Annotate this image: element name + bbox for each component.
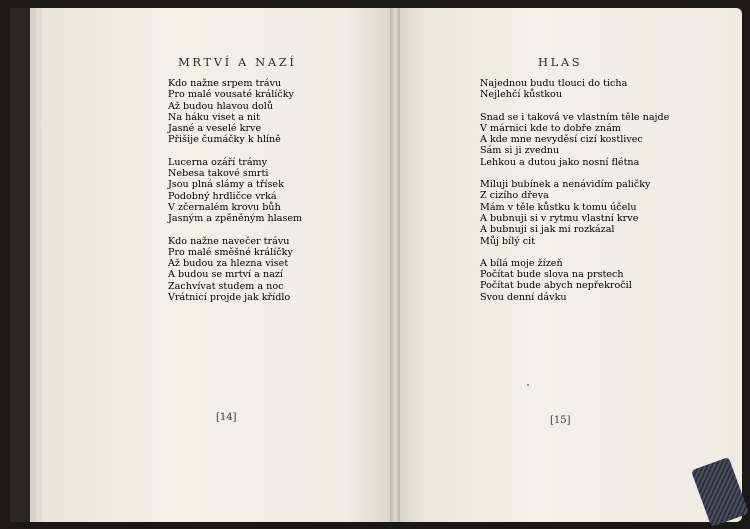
poem-line: Až budou za hlezna viset bbox=[168, 258, 289, 270]
poem-line: Na háku viset a nit bbox=[168, 111, 260, 123]
left-poem-body bbox=[168, 78, 302, 314]
poem-line: Najednou budu tlouci do ticha bbox=[480, 78, 628, 89]
poem-line: Nebesa takové smrti bbox=[168, 168, 269, 180]
poem-line: Jasným a zpěněným hlasem bbox=[168, 213, 303, 225]
left-poem-title: MRTVÍ A NAZÍ bbox=[178, 55, 297, 69]
right-poem-body bbox=[480, 78, 669, 314]
stanza bbox=[480, 179, 669, 247]
stanza bbox=[480, 78, 669, 101]
poem-line: Zachvívat studem a noc bbox=[168, 280, 284, 292]
stanza bbox=[168, 236, 302, 304]
poem-line: Pro malé směšné králíčky bbox=[168, 246, 293, 258]
poem-line: Lucerna ozáří trámy bbox=[168, 156, 268, 168]
page-speck bbox=[527, 384, 529, 386]
poem-line: Jasné a veselé krve bbox=[168, 123, 262, 135]
poem-line: Až budou hlavou dolů bbox=[168, 100, 274, 112]
right-page-number: [15] bbox=[550, 415, 571, 426]
poem-line: A bubnuji si jak mi rozkázal bbox=[480, 224, 615, 236]
stanza bbox=[480, 112, 669, 168]
poem-line: Mám v těle kůstku k tomu účelu bbox=[480, 201, 637, 213]
book-gutter bbox=[390, 8, 400, 522]
poem-line: Kdo nažne navečer trávu bbox=[168, 235, 290, 247]
poem-line: Pro malé vousaté králíčky bbox=[168, 89, 294, 101]
stanza bbox=[168, 157, 302, 225]
poem-line: V márnici kde to dobře znám bbox=[480, 122, 621, 134]
poem-line: A kde mne nevyděsí cizí kostlivec bbox=[480, 134, 643, 146]
poem-line: Nejlehčí kůstkou bbox=[480, 89, 563, 101]
left-page-number: [14] bbox=[216, 412, 237, 423]
poem-line: Sám si ji zvednu bbox=[480, 145, 560, 157]
stanza bbox=[168, 78, 302, 146]
poem-line: V zčernalém krovu bůh bbox=[168, 201, 281, 213]
poem-line: Snad se i taková ve vlastním těle najde bbox=[480, 111, 670, 123]
poem-line: A budou se mrtví a nazí bbox=[168, 269, 283, 281]
right-poem-title: HLAS bbox=[538, 55, 583, 69]
poem-line: Lehkou a dutou jako nosní flétna bbox=[480, 156, 640, 168]
poem-line: Miluji bubínek a nenávidím paličky bbox=[480, 179, 651, 191]
poem-line: Svou denní dávku bbox=[480, 291, 567, 303]
poem-line: Kdo nažne srpem trávu bbox=[168, 78, 282, 89]
poem-line: Jsou plná slámy a třísek bbox=[168, 179, 284, 191]
poem-line: Můj bílý cit bbox=[480, 235, 536, 247]
poem-line: Z cizího dřeva bbox=[480, 190, 549, 202]
poem-line: Počítat bude abych nepřekročil bbox=[480, 280, 632, 292]
poem-line: A bubnuji si v rytmu vlastní krve bbox=[480, 212, 639, 224]
poem-line: A bílá moje žízeň bbox=[480, 257, 563, 269]
poem-line: Počítat bude slova na prstech bbox=[480, 269, 624, 281]
stanza bbox=[480, 258, 669, 303]
poem-line: Podobný hrdličce vrká bbox=[168, 190, 277, 202]
poem-line: Vrátnicí projde jak křídlo bbox=[168, 292, 291, 304]
poem-line: Přišije čumáčky k hlíně bbox=[168, 134, 281, 146]
